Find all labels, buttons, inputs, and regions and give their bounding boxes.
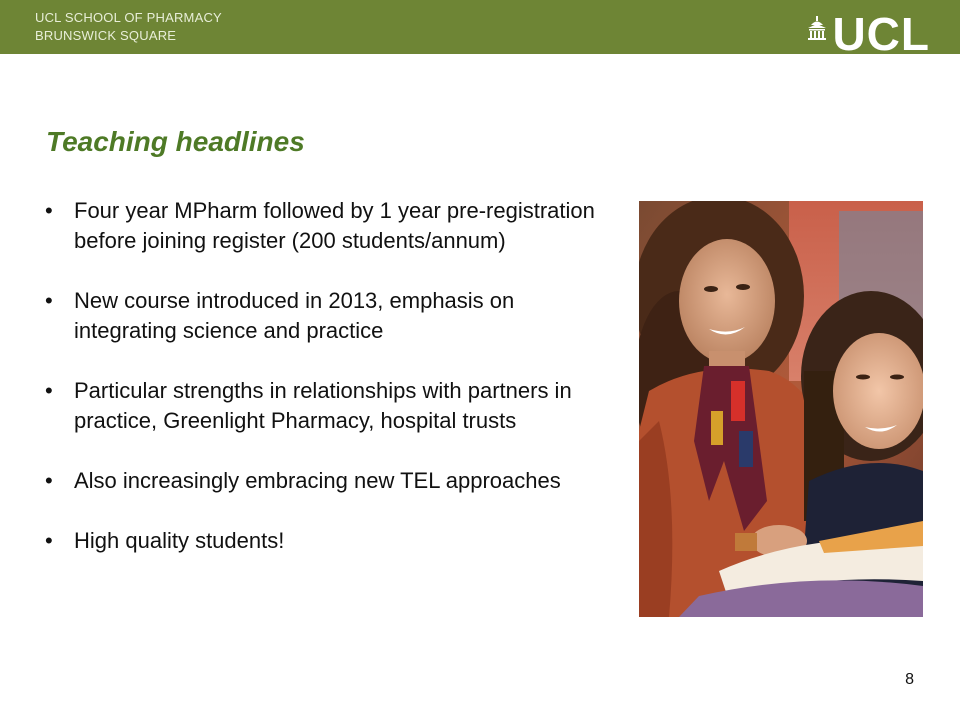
- header-bar: [0, 0, 960, 54]
- teaching-photo: [639, 201, 923, 617]
- bullet-text: Four year MPharm followed by 1 year pre-registration before joining register (200 students/annum): [74, 198, 595, 253]
- bullet-marker: •: [45, 468, 53, 493]
- teaching-photo-illustration: [639, 201, 923, 617]
- bullet-item: [45, 526, 615, 556]
- bullet-list: [45, 196, 615, 586]
- bullet-text: Particular strengths in relationships with partners in practice, Greenlight Pharmacy, hospital trusts: [74, 378, 572, 433]
- header-text: [35, 9, 222, 45]
- bullet-item: [45, 196, 615, 256]
- page-number: 8: [905, 671, 914, 688]
- portico-icon: [808, 16, 826, 40]
- bullet-text: Also increasingly embracing new TEL approaches: [74, 468, 561, 493]
- bullet-text: New course introduced in 2013, emphasis on integrating science and practice: [74, 288, 515, 343]
- header-line-2: BRUNSWICK SQUARE: [35, 28, 177, 43]
- bullet-item: [45, 466, 615, 496]
- ucl-logo: [808, 14, 930, 54]
- bullet-marker: •: [45, 198, 53, 223]
- bullet-marker: •: [45, 378, 53, 403]
- bullet-item: [45, 376, 615, 436]
- header-line-1: UCL SCHOOL OF PHARMACY: [35, 10, 222, 25]
- bullet-marker: •: [45, 288, 53, 313]
- slide-title: Teaching headlines: [46, 126, 305, 157]
- logo-text: UCL: [832, 14, 930, 54]
- bullet-item: [45, 286, 615, 346]
- bullet-marker: •: [45, 528, 53, 553]
- bullet-text: High quality students!: [74, 528, 285, 553]
